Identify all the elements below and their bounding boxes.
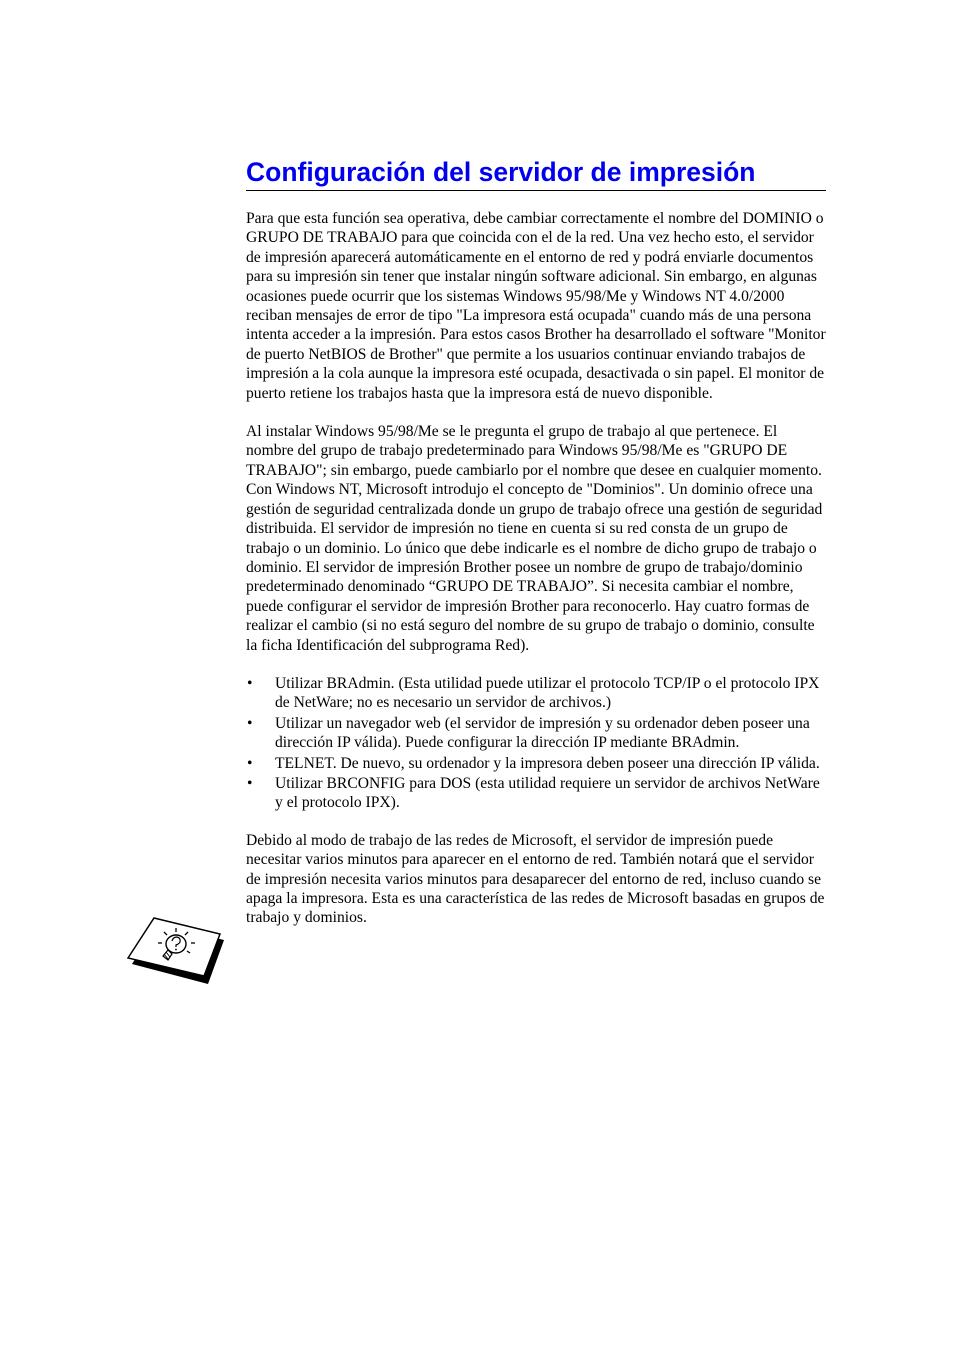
method-list [246,674,826,813]
list-item [246,714,826,753]
bullet-mark: • [247,714,253,732]
list-item-text: Utilizar un navegador web (el servidor de impresión y su ordenador deben poseer una dirección IP válida). Puede configurar la dirección IP mediante BRAdmin. [275,714,810,752]
workgroup-paragraph: Al instalar Windows 95/98/Me se le pregunta el grupo de trabajo al que pertenece. El nombre del grupo de trabajo predeterminado para Windows 95/98/Me es "GRUPO DE TRABAJO"; sin embargo, puede cambiarlo por el nombre que desee en cualquier momento. Con Windows NT, Microsoft introdujo el concepto de "Dominios". Un dominio ofrece una gestión de seguridad centralizada donde un grupo de trabajo ofrece una gestión de seguridad distribuida. El servidor de impresión no tiene en cuenta si su red consta de un grupo de trabajo o un dominio. Lo único que debe indicarle es el nombre de dicho grupo de trabajo o dominio. El servidor de impresión Brother posee un nombre de grupo de trabajo/dominio predeterminado denominado “GRUPO DE TRABAJO”. Si necesita cambiar el nombre, puede configurar el servidor de impresión Brother para reconocerlo. Hay cuatro formas de realizar el cambio (si no está seguro del nombre de su grupo de trabajo o dominio, consulte la ficha Identificación del subprograma Red). [246,423,823,654]
list-item [246,754,826,773]
list-item-text: Utilizar BRCONFIG para DOS (esta utilidad requiere un servidor de archivos NetWare y el protocolo IPX). [275,774,820,812]
document-page [246,155,826,928]
note-paragraph: Debido al modo de trabajo de las redes de Microsoft, el servidor de impresión puede necesitar varios minutos para aparecer en el entorno de red. También notará que el servidor de impresión necesita varios minutos para desaparecer del entorno de red, incluso cuando se apaga la impresora. Esta es una característica de las redes de Microsoft basadas en grupos de trabajo y dominios. [246,831,825,927]
list-item-text: TELNET. De nuevo, su ordenador y la impresora deben poseer una dirección IP válida. [275,754,820,772]
section-title: Configuración del servidor de impresión [246,155,826,191]
bullet-mark: • [247,674,253,692]
lightbulb-note-icon [124,910,226,986]
bullet-mark: • [247,754,253,772]
intro-paragraph: Para que esta función sea operativa, debe cambiar correctamente el nombre del DOMINIO o GRUPO DE TRABAJO para que coincida con el de la red. Una vez hecho esto, el servidor de impresión aparecerá automáticamente en el entorno de red y podrá enviarle documentos para su impresión sin tener que instalar ningún software adicional. Sin embargo, en algunas ocasiones puede ocurrir que los sistemas Windows 95/98/Me y Windows NT 4.0/2000 reciban mensajes de error de tipo "La impresora está ocupada" cuando más de una persona intenta acceder a la impresión. Para estos casos Brother ha desarrollado el software "Monitor de puerto NetBIOS de Brother" que permite a los usuarios continuar enviando trabajos de impresión a la cola aunque la impresora esté ocupada, desactivada o sin papel. El monitor de puerto retiene los trabajos hasta que la impresora está de nuevo disponible. [246,210,826,402]
bullet-mark: • [247,774,253,792]
list-item-text: Utilizar BRAdmin. (Esta utilidad puede utilizar el protocolo TCP/IP o el protocolo IPX de NetWare; no es necesario un servidor de archivos.) [275,674,820,712]
list-item [246,674,826,713]
list-item [246,774,826,813]
